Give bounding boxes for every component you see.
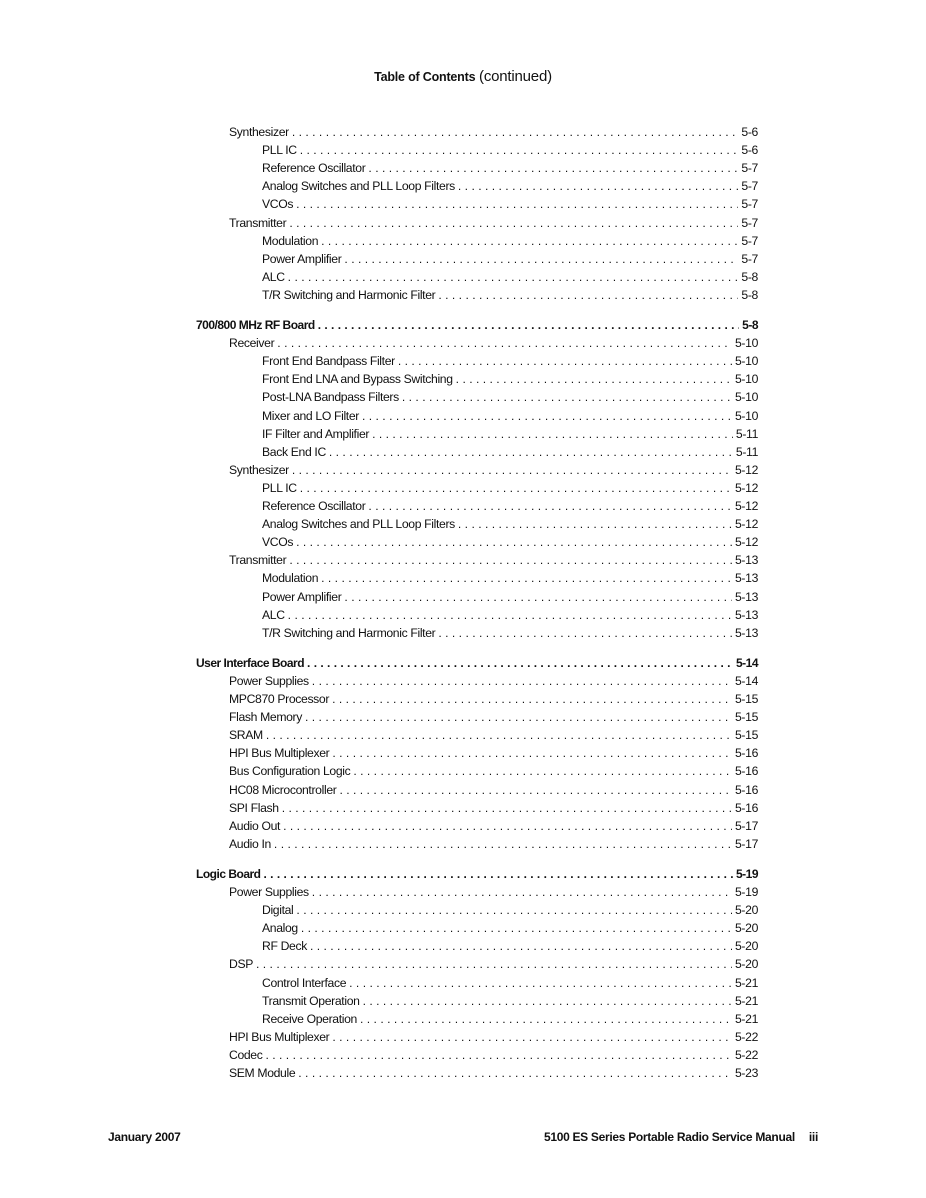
toc-entry <box>229 955 758 973</box>
toc-dot-leader <box>363 992 732 1010</box>
toc-dot-leader <box>353 762 732 780</box>
toc-entry-page: 5-8 <box>742 318 758 332</box>
toc-entry-label: Digital <box>262 903 294 918</box>
toc-entry-page: 5-14 <box>735 673 758 688</box>
toc-entry <box>262 937 758 955</box>
toc-entry-label: SEM Module <box>229 1066 296 1080</box>
toc-entry-label: DSP <box>229 957 254 972</box>
toc-entry <box>262 425 758 443</box>
toc-entry-page: 5-7 <box>741 233 758 248</box>
toc-dot-leader <box>288 606 732 624</box>
toc-dot-leader <box>265 1046 732 1064</box>
toc-entry-label: PLL IC <box>262 480 297 495</box>
toc-entry-label: Power Supplies <box>229 885 309 899</box>
toc-dot-leader <box>266 726 732 744</box>
toc-entry-page: 5-21 <box>735 975 758 990</box>
toc-dot-leader <box>296 195 738 213</box>
toc-entry-label: Front End Bandpass Filter <box>262 354 395 369</box>
toc-dot-leader <box>344 588 732 606</box>
toc-entry <box>196 654 758 672</box>
toc-entry <box>262 443 758 461</box>
toc-entry <box>262 479 758 497</box>
toc-entry <box>262 352 758 370</box>
toc-entry-page: 5-21 <box>735 993 758 1008</box>
toc-entry-page: 5-22 <box>735 1029 758 1044</box>
toc-dot-leader <box>458 177 739 195</box>
toc-entry-label: Audio In <box>229 836 271 851</box>
footer-manual-info <box>544 1130 818 1144</box>
toc-entry-page: 5-10 <box>735 336 758 351</box>
toc-entry <box>262 515 758 533</box>
toc-entry <box>262 159 758 177</box>
toc-entry-label: HPI Bus Multiplexer <box>229 1029 330 1044</box>
toc-entry-label: Analog Switches and PLL Loop Filters <box>262 179 455 194</box>
toc-entry-label: SPI Flash <box>229 800 279 815</box>
toc-entry <box>229 551 758 569</box>
toc-entry-page: 5-20 <box>735 903 758 918</box>
toc-dot-leader <box>360 1010 732 1028</box>
toc-entry <box>229 1046 758 1064</box>
toc-entry <box>196 316 758 334</box>
toc-entry-label: Transmitter <box>229 215 287 230</box>
toc-entry-label: Power Amplifier <box>262 251 342 266</box>
toc-entry <box>229 799 758 817</box>
toc-dot-leader <box>305 708 732 726</box>
toc-dot-leader <box>339 781 732 799</box>
toc-entry-label: Front End LNA and Bypass Switching <box>262 372 453 387</box>
toc-entry-page: 5-7 <box>741 161 758 176</box>
toc-entry-page: 5-20 <box>735 939 758 954</box>
toc-entry-page: 5-8 <box>741 269 758 284</box>
toc-entry-page: 5-10 <box>735 372 758 387</box>
toc-dot-leader <box>298 1064 732 1082</box>
toc-dot-leader <box>344 250 738 268</box>
toc-entry-page: 5-12 <box>735 462 758 477</box>
toc-entry-page: 5-22 <box>735 1047 758 1062</box>
toc-entry <box>262 250 758 268</box>
toc-entry <box>262 141 758 159</box>
toc-dot-leader <box>289 551 732 569</box>
toc-dot-leader <box>321 232 738 250</box>
toc-entry <box>229 835 758 853</box>
toc-entry-page: 5-11 <box>735 426 758 441</box>
toc-entry-label: 700/800 MHz RF Board <box>196 318 315 332</box>
toc-entry-label: Logic Board <box>196 866 261 881</box>
toc-entry-label: Transmit Operation <box>262 993 360 1008</box>
toc-entry-label: Modulation <box>262 571 319 586</box>
toc-entry <box>229 726 758 744</box>
toc-entry-label: Power Supplies <box>229 673 309 688</box>
toc-dot-leader <box>398 352 732 370</box>
toc-entry-page: 5-10 <box>735 390 758 405</box>
toc-entry <box>262 974 758 992</box>
toc-dot-leader <box>310 937 732 955</box>
toc-entry <box>229 708 758 726</box>
toc-dot-leader <box>307 654 733 672</box>
toc-dot-leader <box>312 672 732 690</box>
toc-entry-label: IF Filter and Amplifier <box>262 426 370 441</box>
toc-entry <box>262 497 758 515</box>
toc-entry-label: T/R Switching and Harmonic Filter <box>262 287 436 302</box>
toc-entry-page: 5-13 <box>735 589 758 604</box>
toc-entry <box>262 624 758 642</box>
toc-dot-leader <box>264 865 733 883</box>
toc-entry <box>262 901 758 919</box>
toc-entry <box>262 569 758 587</box>
toc-entry <box>229 762 758 780</box>
toc-dot-leader <box>288 268 739 286</box>
toc-entry <box>196 865 758 883</box>
toc-entry-page: 5-13 <box>735 607 758 622</box>
toc-dot-leader <box>292 461 732 479</box>
toc-dot-leader <box>301 919 732 937</box>
toc-entry-label: Post-LNA Bandpass Filters <box>262 390 399 405</box>
toc-entry-label: Flash Memory <box>229 710 303 725</box>
toc-entry-label: SRAM <box>229 728 263 743</box>
toc-entry-page: 5-15 <box>735 728 758 743</box>
toc-entry-page: 5-6 <box>741 125 758 139</box>
toc-entry-label: Bus Configuration Logic <box>229 764 351 779</box>
toc-entry-page: 5-7 <box>741 215 758 230</box>
toc-entry-page: 5-7 <box>741 197 758 212</box>
toc-entry-label: Transmitter <box>229 553 287 568</box>
toc-dot-leader <box>362 407 732 425</box>
toc-dot-leader <box>296 533 732 551</box>
toc-dot-leader <box>372 425 733 443</box>
toc-dot-leader <box>282 799 732 817</box>
toc-entry-label: VCOs <box>262 535 294 550</box>
toc-dot-leader <box>368 159 738 177</box>
toc-entry-label: VCOs <box>262 197 294 212</box>
toc-entry-label: ALC <box>262 269 285 284</box>
toc-entry <box>262 992 758 1010</box>
toc-entry-page: 5-7 <box>741 251 758 266</box>
toc-dot-leader <box>368 497 732 515</box>
toc-entry-page: 5-16 <box>735 746 758 761</box>
toc-entry <box>262 370 758 388</box>
toc-entry <box>229 744 758 762</box>
toc-entry-page: 5-16 <box>735 800 758 815</box>
toc-entry-label: MPC870 Processor <box>229 692 330 706</box>
toc-entry <box>229 461 758 479</box>
toc-entry-page: 5-20 <box>735 921 758 936</box>
toc-entry-page: 5-7 <box>741 179 758 194</box>
toc-entry <box>229 123 758 141</box>
toc-entry <box>262 407 758 425</box>
toc-dot-leader <box>458 515 732 533</box>
page-heading <box>0 68 926 85</box>
toc-entry <box>262 232 758 250</box>
toc-dot-leader <box>289 214 738 232</box>
toc-entry-page: 5-6 <box>741 143 758 158</box>
toc-entry-page: 5-15 <box>735 710 758 725</box>
toc-entry-label: Reference Oscillator <box>262 499 366 513</box>
toc-entry-page: 5-16 <box>735 782 758 797</box>
toc-entry-label: Power Amplifier <box>262 589 342 604</box>
toc-entry <box>262 286 758 304</box>
toc-entry-page: 5-19 <box>735 866 758 881</box>
toc-dot-leader <box>332 690 732 708</box>
toc-entry-label: ALC <box>262 607 285 622</box>
toc-entry <box>229 334 758 352</box>
toc-entry <box>262 388 758 406</box>
toc-dot-leader <box>274 835 732 853</box>
toc-dot-leader <box>438 624 732 642</box>
toc-entry <box>229 1028 758 1046</box>
toc-entry <box>229 214 758 232</box>
toc-dot-leader <box>438 286 738 304</box>
footer-date: January 2007 <box>108 1130 181 1144</box>
toc-dot-leader <box>292 123 739 141</box>
toc-entry-label: Modulation <box>262 233 319 248</box>
toc-dot-leader <box>402 388 732 406</box>
toc-entry <box>262 588 758 606</box>
toc-dot-leader <box>256 955 732 973</box>
toc-continued: (continued) <box>479 68 552 85</box>
toc-entry-page: 5-23 <box>735 1066 758 1080</box>
toc-entry-page: 5-10 <box>735 354 758 369</box>
toc-dot-leader <box>456 370 732 388</box>
toc-entry <box>229 781 758 799</box>
toc-entry-page: 5-12 <box>735 535 758 550</box>
toc-entry-label: User Interface Board <box>196 655 305 670</box>
footer-page-number: iii <box>808 1130 818 1144</box>
toc-entry-page: 5-14 <box>735 655 758 670</box>
toc-entry-page: 5-17 <box>735 836 758 851</box>
toc-entry-label: Synthesizer <box>229 462 289 477</box>
toc-entry-page: 5-13 <box>735 553 758 568</box>
toc-entry <box>262 268 758 286</box>
toc-entry-label: Analog Switches and PLL Loop Filters <box>262 517 455 532</box>
toc-entry-page: 5-10 <box>735 408 758 423</box>
toc-entry-page: 5-17 <box>735 818 758 833</box>
toc-dot-leader <box>332 744 732 762</box>
toc-entry <box>262 177 758 195</box>
toc-dot-leader <box>312 883 732 901</box>
toc-entry-label: PLL IC <box>262 143 297 158</box>
toc-entry <box>229 883 758 901</box>
toc-dot-leader <box>321 569 732 587</box>
toc-entry-page: 5-12 <box>735 480 758 495</box>
toc-entry-page: 5-15 <box>735 692 758 706</box>
toc-entry <box>262 1010 758 1028</box>
toc-entry-page: 5-13 <box>735 571 758 586</box>
toc-dot-leader <box>296 901 732 919</box>
toc-entry-label: Audio Out <box>229 818 281 833</box>
toc-entry <box>229 690 758 708</box>
toc-entry-label: HC08 Microcontroller <box>229 782 337 797</box>
toc-title: Table of Contents <box>374 70 476 84</box>
toc-entry <box>262 533 758 551</box>
toc-entry-label: Synthesizer <box>229 125 289 139</box>
toc-dot-leader <box>300 479 732 497</box>
toc-entry-label: HPI Bus Multiplexer <box>229 746 330 761</box>
toc-entry-page: 5-11 <box>735 444 758 459</box>
toc-entry-label: Analog <box>262 921 298 936</box>
toc-entry-page: 5-21 <box>735 1011 758 1026</box>
toc-entry <box>229 817 758 835</box>
toc-entry-label: Mixer and LO Filter <box>262 408 359 423</box>
toc-entry-page: 5-16 <box>735 764 758 779</box>
toc-dot-leader <box>349 974 732 992</box>
toc-dot-leader <box>332 1028 732 1046</box>
toc-dot-leader <box>283 817 732 835</box>
toc-dot-leader <box>329 443 733 461</box>
toc-entry <box>229 672 758 690</box>
toc-entry-label: Codec <box>229 1047 263 1062</box>
toc-entry-page: 5-20 <box>735 957 758 972</box>
toc-entry-page: 5-13 <box>735 625 758 640</box>
toc-entry-page: 5-12 <box>735 499 758 513</box>
toc-dot-leader <box>318 316 739 334</box>
toc-entry-page: 5-8 <box>741 287 758 302</box>
footer-manual-title: 5100 ES Series Portable Radio Service Manual <box>543 1130 795 1144</box>
toc-entry-page: 5-19 <box>735 885 758 899</box>
toc-entry-label: Receiver <box>229 336 275 351</box>
toc-entry <box>262 195 758 213</box>
toc-entry-label: Control Interface <box>262 975 347 990</box>
toc-entry-page: 5-12 <box>735 517 758 532</box>
toc-dot-leader <box>277 334 732 352</box>
toc-entry-label: Receive Operation <box>262 1011 357 1026</box>
toc-entry <box>262 606 758 624</box>
toc-entry <box>262 919 758 937</box>
toc-entry <box>229 1064 758 1082</box>
toc-entry-label: RF Deck <box>262 939 307 954</box>
toc-entry-label: Reference Oscillator <box>262 161 366 176</box>
toc-entry-label: T/R Switching and Harmonic Filter <box>262 625 436 640</box>
toc-dot-leader <box>300 141 739 159</box>
toc-entry-label: Back End IC <box>262 444 326 459</box>
